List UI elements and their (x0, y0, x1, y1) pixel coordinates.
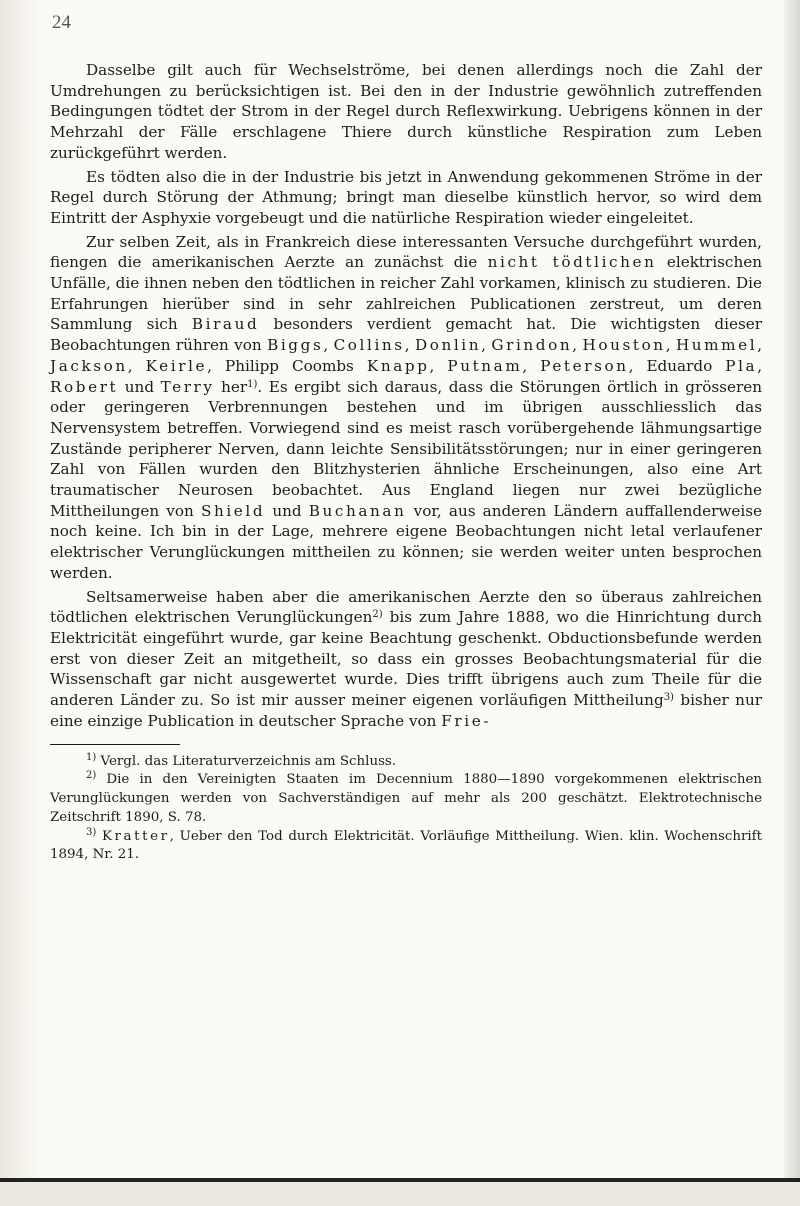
footnote-marker: 2) (372, 609, 383, 621)
paragraph (50, 587, 762, 732)
page-gutter-shadow (0, 0, 40, 1206)
text-run: Zur selben Zeit, als in Frankreich diese interessanten Versuche durchgeführt wurden, fiengen die amerikanischen Aerzte an zunächst die (50, 232, 762, 272)
text-run: und (265, 501, 309, 520)
spaced-name: Robert (50, 377, 119, 396)
text-run: Seltsamerweise haben aber die amerikanischen Aerzte den so überaus zahlreichen tödtlichen elektrischen Verunglückungen (50, 587, 762, 627)
spaced-name: Collins (333, 336, 405, 355)
spaced-name: Biggs (267, 336, 324, 355)
footnote-marker: 3) (663, 692, 674, 704)
spaced-name: nicht tödtlichen (487, 253, 657, 272)
text-run: , Eduardo (628, 356, 726, 375)
page-edge (784, 0, 800, 1206)
spaced-name: Putnam (447, 356, 523, 375)
spaced-name: Keirle (145, 356, 208, 375)
spaced-name: Jackson (50, 356, 128, 375)
text-run: , (429, 356, 448, 375)
page-number: 24 (52, 12, 71, 33)
text-run: Die in den Vereinigten Staaten im Decennium 1880—1890 vorgekommenen elektrischen Verunglückungen werden von Sachverständigen auf mehr als 200 geschätzt. Elektrotechnische Zeitschrift 1890, S. 78. (50, 772, 762, 825)
spaced-name: Grindon (491, 336, 573, 355)
spaced-name: Donlin (414, 336, 482, 355)
spaced-name: Hummel (675, 336, 758, 355)
text-run: , Philipp Coombs (207, 356, 367, 375)
text-run: , (757, 356, 763, 375)
spaced-name: Buchanan (308, 501, 407, 520)
spaced-name: Frie- (441, 711, 492, 730)
spaced-name: Terry (160, 377, 215, 396)
spaced-name: Biraud (191, 315, 260, 334)
spaced-name: Shield (200, 501, 266, 520)
footnote (50, 771, 762, 827)
footnotes (50, 753, 762, 866)
text-run: besonders verdient gemacht hat. Die wichtigsten dieser Beobachtungen rühren von (50, 315, 763, 355)
spaced-name: Houston (582, 336, 666, 355)
text-run: , (323, 336, 334, 355)
footnote-rule (50, 744, 180, 745)
spaced-name: Peterson (540, 356, 629, 375)
footnote-marker: 2) (86, 770, 97, 782)
text-run: , (481, 336, 492, 355)
scan-margin (0, 1182, 800, 1206)
spaced-name: Pla (725, 356, 758, 375)
footnote (50, 828, 762, 866)
text-run: , (572, 336, 583, 355)
text-run: , (665, 336, 676, 355)
text-run: , (127, 356, 146, 375)
text-run: , (757, 336, 763, 355)
text-run: Es tödten also die in der Industrie bis jetzt in Anwendung gekommenen Ströme in der Regel durch Störung der Athmung; bringt man dieselbe künstlich hervor, so wird dem Eintritt der Asphyxie vorgebeugt und die natürliche Respiration wieder eingeleitet. (50, 167, 762, 227)
footnote (50, 753, 762, 772)
footnote-marker: 1) (86, 751, 97, 763)
text-run: und (118, 377, 161, 396)
paragraph (50, 167, 762, 229)
text-run: . Es ergibt sich daraus, dass die Störungen örtlich in grösseren oder geringeren Verbrennungen bestehen und im übrigen ausschliesslich das Nervensystem betreffen. Vorwiegend sind es meist rasch vorübergehende lähmungsartige Zustände peripherer Nerven, dann leichte Sensibilitätsstörungen; nur in einer geringeren Zahl von Fällen wurden den Blitzhysterien ähnliche Erscheinungen, also eine Art traumatischer Neurosen beobachtet. Aus England liegen nur zwei bezügliche Mittheilungen von (50, 377, 762, 520)
paragraphs (50, 60, 762, 732)
text-run: , Ueber den Tod durch Elektricität. Vorläufige Mittheilung. Wien. klin. Wochenschrift 1894, Nr. 21. (50, 828, 762, 863)
text-run: , (404, 336, 415, 355)
spaced-name: Kratter (101, 828, 170, 844)
footnote-marker: 1) (247, 378, 258, 390)
body-text (50, 60, 762, 865)
footnote-marker: 3) (86, 826, 97, 838)
paragraph (50, 232, 762, 584)
text-run: Vergl. das Literaturverzeichnis am Schluss. (96, 753, 397, 769)
paragraph (50, 60, 762, 164)
text-run: bisher nur eine einzige Publication in deutscher Sprache von (50, 691, 762, 730)
text-run: her (214, 377, 248, 396)
text-run: Dasselbe gilt auch für Wechselströme, bei denen allerdings noch die Zahl der Umdrehungen zu berücksichtigen ist. Bei den in der Industrie gewöhnlich zutreffenden Bedingungen tödtet der Strom in der Regel durch Reflexwirkung. Uebrigens können in der Mehrzahl der Fälle erschlagene Thiere durch künstliche Respiration zum Leben zurückgeführt werden. (50, 61, 762, 162)
text-run: elektrischen Unfälle, die ihnen neben den tödtlichen in reicher Zahl vorkamen, klinisch zu studieren. Die Erfahrungen hierüber sind in sehr zahlreichen Publicationen zerstreut, um deren Sammlung sich (50, 253, 762, 334)
text-run: bis zum Jahre 1888, wo die Hinrichtung durch Elektricität eingeführt wurde, gar keine Beachtung geschenkt. Obductionsbefunde werden erst von dieser Zeit an mitgetheilt, so dass ein grosses Beobachtungsmaterial für die Wissenschaft gar nicht ausgewertet wurde. Dies trifft übrigens auch zum Theile für die anderen Länder zu. So ist mir ausser meiner eigenen vorläufigen Mittheilung (50, 608, 762, 710)
text-run: vor, aus anderen Ländern auffallenderweise noch keine. Ich bin in der Lage, mehrere eigene Beobachtungen nicht letal verlaufener elektrischer Verunglückungen mittheilen zu können; sie werden weiter unten besprochen werden. (50, 501, 762, 582)
spaced-name: Knapp (366, 356, 430, 375)
text-run: , (522, 356, 541, 375)
